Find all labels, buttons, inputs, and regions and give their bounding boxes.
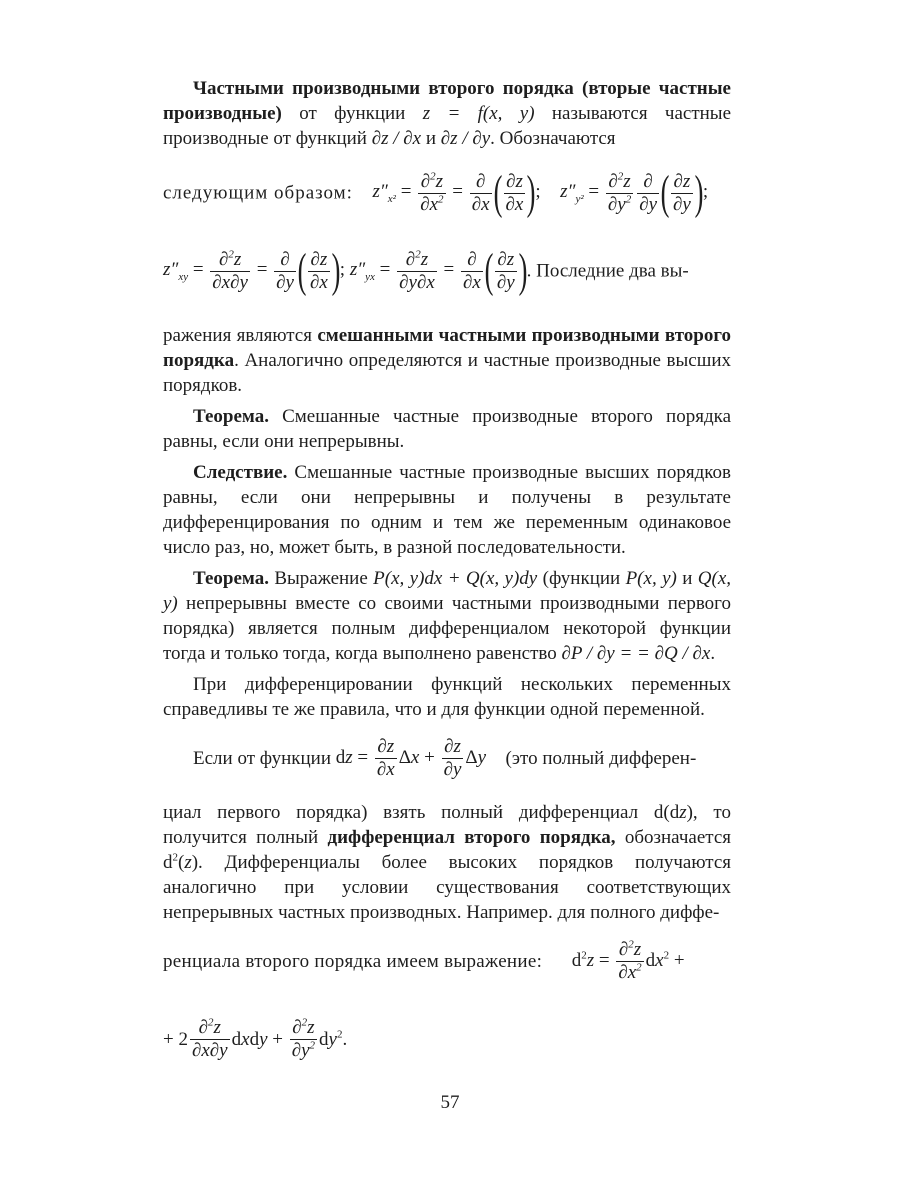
para-full-differential: Если от функции dz = $\frac{\partial z}{\partial x}$ Δx + $\frac{\partial z}{\partial y}$ Δy (это полный дифферен-: [193, 736, 697, 780]
theorem-label: Теорема.: [193, 406, 269, 427]
corollary: Следствие. Смешанные частные производные высших порядков равны, если они непрерывны и получены в результате дифференцирования по одним и тем же переменным одинаковое число раз, но, может быть, в разной последовательности.: [163, 462, 731, 558]
formula-line-2: $z''_{xy}$ = $\frac{\partial^2z}{\partial x\partial y}$ = $\frac{\partial}{\partial y}$ ( $\frac{\partial z}{\partial x}$ ); $z''_{yx}$ = $\frac{\partial^2z}{\partial y\partial x}$ = $\frac{\partial}{\partial x}$ ( $\frac{\partial z}{\partial y}$ ). Последние два вы-: [163, 244, 689, 297]
formula-d2z-part2: + 2 $\frac{\partial^2z}{\partial x\partial y}$ dxdy + $\frac{\partial^2z}{\partial y^2}$ $dy^2$.: [163, 1016, 348, 1061]
para-second-differential: циал первого порядка) взять полный дифференциал d(dz), то получится полный дифференциал второго порядка, обозначается $d^2(z)$. Дифференциалы более высоких порядков получаются аналогично при условии существования соответствующих непрерывных частных производных. Например. для полного диффе-: [163, 802, 731, 923]
formula-zxx: $z''_{x^2}$ = $\frac{\partial^2z}{\partial x^2}$ = $\frac{\partial}{\partial x}$ ( $\frac{\partial z}{\partial x}$ );: [372, 166, 546, 219]
formula-dz: dz = $\frac{\partial z}{\partial x}$ Δx + $\frac{\partial z}{\partial y}$ Δy: [335, 736, 487, 780]
formula-zyy: $z''_{y^2}$ = $\frac{\partial^2z}{\partial y^2}$ $\frac{\partial}{\partial y}$ ( $\frac{\partial z}{\partial y}$ );: [560, 166, 709, 219]
definition-term: Частными производными второго порядка (вторые частные производные): [163, 78, 731, 124]
corollary-label: Следствие.: [193, 462, 288, 483]
para-definition: Частными производными второго порядка (вторые частные производные) от функции z = f(x, y) называются частные производные от функций ∂z / ∂x и ∂z / ∂y. Обозначаются: [163, 78, 732, 149]
formula-line-1: следующим образом: $z''_{x^2}$ = $\frac{\partial^2z}{\partial x^2}$ = $\frac{\partial}{\partial x}$ ( $\frac{\partial z}{\partial x}$ ); $z''_{y^2}$ = $\frac{\partial^2z}{\partial y^2}$ $\frac{\partial}{\partial y}$ ( $\frac{\partial z}{\partial y}$ );: [163, 166, 709, 219]
formula-zxy: $z''_{xy}$ = $\frac{\partial^2z}{\partial x\partial y}$ = $\frac{\partial}{\partial y}$ ( $\frac{\partial z}{\partial x}$ );: [163, 244, 350, 297]
para-mixed-derivatives: ражения являются смешанными частными производными второго порядка. Аналогично определяются и частные производные высших порядков.: [163, 325, 731, 396]
theorem-label: Теорема.: [193, 568, 269, 589]
theorem-1: Теорема. Смешанные частные производные второго порядка равны, если они непрерывны.: [163, 406, 731, 452]
formula-zyx: $z''_{yx}$ = $\frac{\partial^2z}{\partial y\partial x}$ = $\frac{\partial}{\partial x}$ ( $\frac{\partial z}{\partial y}$ ): [349, 244, 528, 297]
page-body: [163, 76, 731, 1069]
para-rules: При дифференцировании функций нескольких переменных справедливы те же правила, что и для функции одной переменной.: [163, 674, 731, 720]
page-number: 57: [440, 1092, 460, 1113]
para-second-order-expression: ренциала второго порядка имеем выражение: $d^2z$ = $\frac{\partial^2z}{\partial x^2}$ $dx^2$ +: [163, 938, 685, 983]
theorem-2: Теорема. Выражение P(x, y)dx + Q(x, y)dy (функции P(x, y) и Q(x, y) непрерывны вместе со своими частными производными первого порядка) является полным дифференциалом некоторой функции тогда и только тогда, когда выполнено равенство ∂P / ∂y = = ∂Q / ∂x.: [163, 568, 732, 664]
formula-d2z-part1: $d^2z$ = $\frac{\partial^2z}{\partial x^2}$ $dx^2$ +: [571, 938, 685, 983]
